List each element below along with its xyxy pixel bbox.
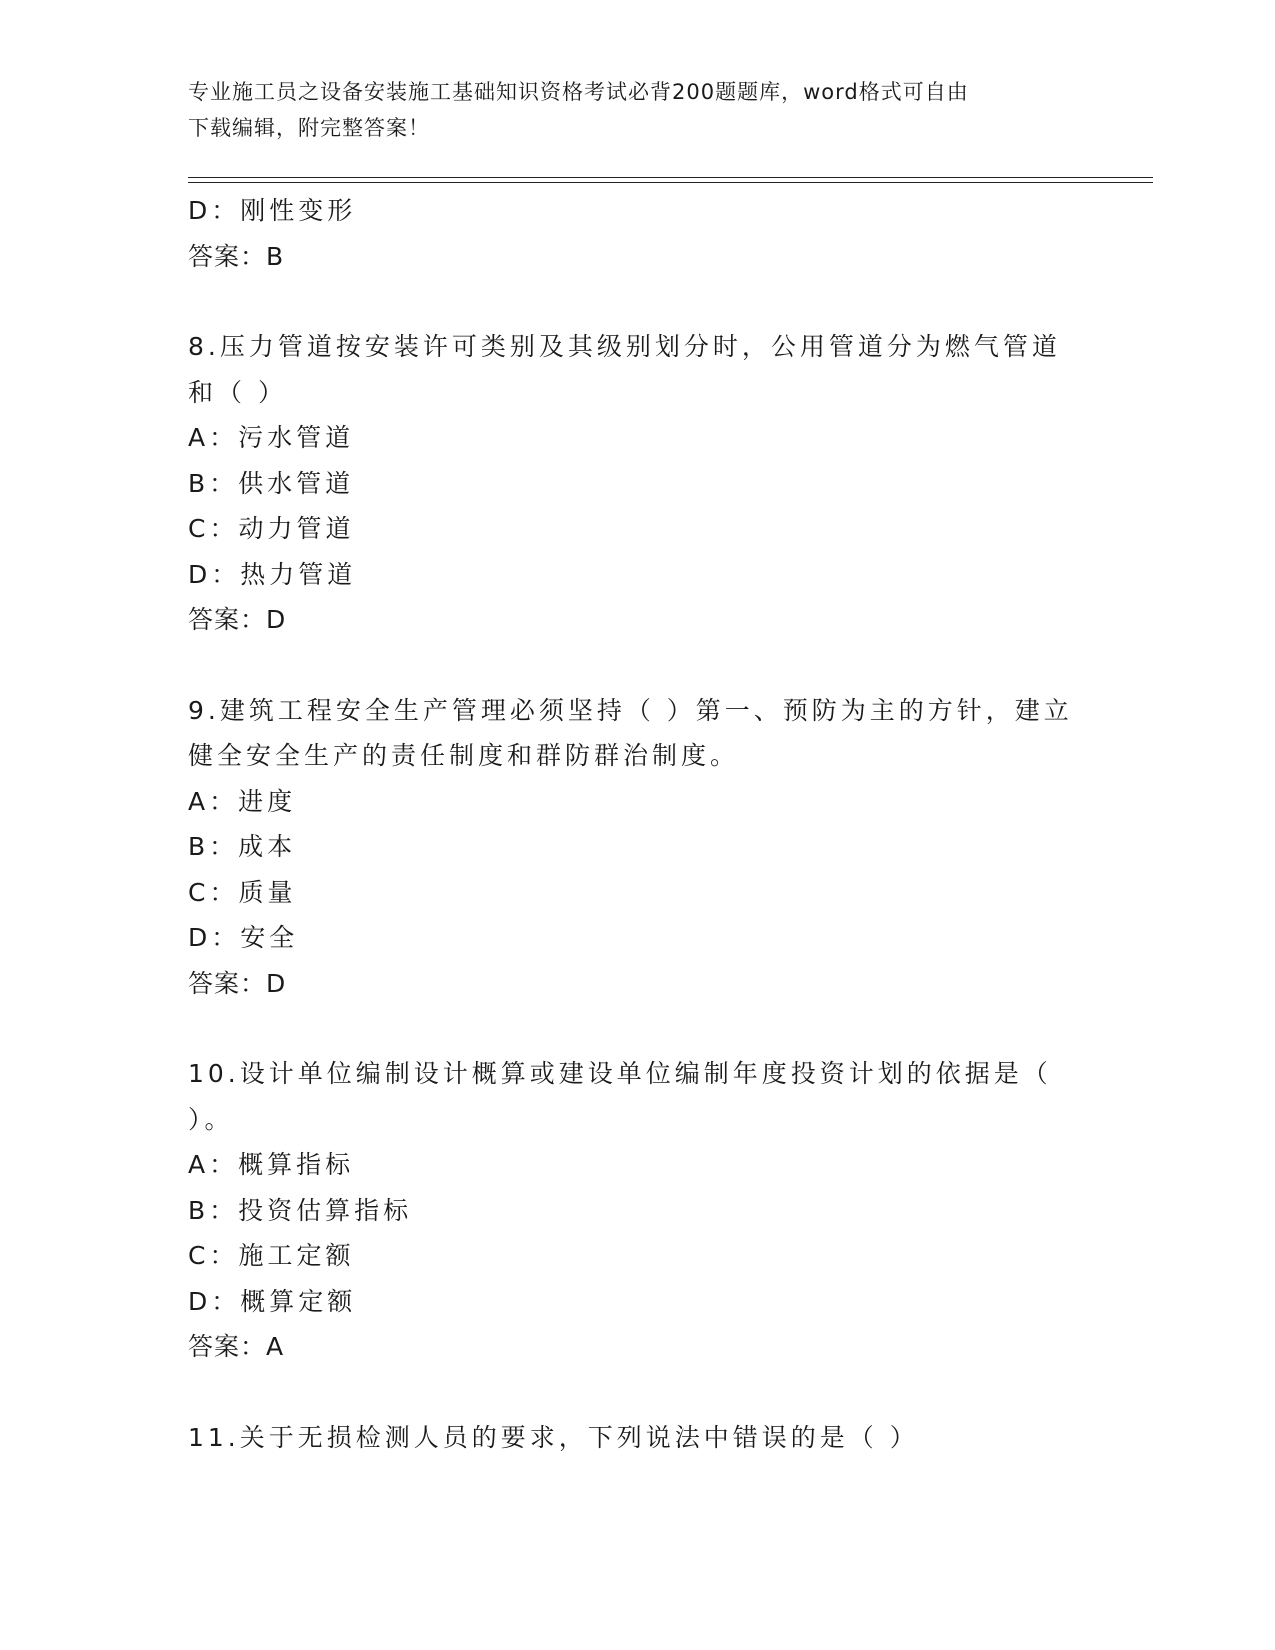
previous-question-tail xyxy=(188,188,1088,279)
option-a: A：进度 xyxy=(188,786,297,816)
question-9 xyxy=(188,688,1088,1007)
question-stem: 10.设计单位编制设计概算或建设单位编制年度投资计划的依据是（ xyxy=(188,1059,1052,1088)
answer: 答案：D xyxy=(188,605,287,634)
question-10 xyxy=(188,1051,1088,1370)
option-d: D：概算定额 xyxy=(188,1286,357,1316)
header-divider-bottom xyxy=(188,182,1153,183)
spacer xyxy=(188,643,1088,688)
option-c: C：施工定额 xyxy=(188,1241,355,1270)
spacer xyxy=(188,279,1088,324)
question-8 xyxy=(188,324,1088,643)
spacer xyxy=(188,1370,1088,1415)
document-header xyxy=(188,74,1068,146)
option-d: D：热力管道 xyxy=(188,559,357,589)
option-c: C：动力管道 xyxy=(188,514,355,543)
question-list xyxy=(188,188,1088,1460)
question-stem-continued: ）。 xyxy=(188,1104,234,1134)
question-11 xyxy=(188,1415,1088,1461)
question-stem-continued: 和（ ） xyxy=(188,377,287,407)
option-d: D：安全 xyxy=(188,923,299,952)
option-b: B：成本 xyxy=(188,832,297,861)
question-stem: 11.关于无损检测人员的要求，下列说法中错误的是（ ） xyxy=(188,1422,919,1452)
option-b: B：供水管道 xyxy=(188,468,355,498)
option-b: B：投资估算指标 xyxy=(188,1195,413,1225)
answer: 答案：D xyxy=(188,968,287,998)
option-a: A：污水管道 xyxy=(188,423,355,452)
header-line-1: 专业施工员之设备安装施工基础知识资格考试必背200题题库，word格式可自由 xyxy=(188,80,969,104)
option-c: C：质量 xyxy=(188,877,297,907)
header-divider-top xyxy=(188,177,1153,178)
option-d: D：刚性变形 xyxy=(188,196,357,225)
question-stem: 8.压力管道按安装许可类别及其级别划分时，公用管道分为燃气管道 xyxy=(188,332,1061,361)
answer: 答案：B xyxy=(188,241,285,271)
question-stem: 9.建筑工程安全生产管理必须坚持（ ）第一、预防为主的方针，建立 xyxy=(188,695,1073,725)
option-a: A：概算指标 xyxy=(188,1150,355,1179)
question-stem-continued: 健全安全生产的责任制度和群防群治制度。 xyxy=(188,741,740,770)
answer: 答案：A xyxy=(188,1332,285,1361)
spacer xyxy=(188,1006,1088,1051)
header-line-2: 下载编辑，附完整答案！ xyxy=(188,116,430,140)
